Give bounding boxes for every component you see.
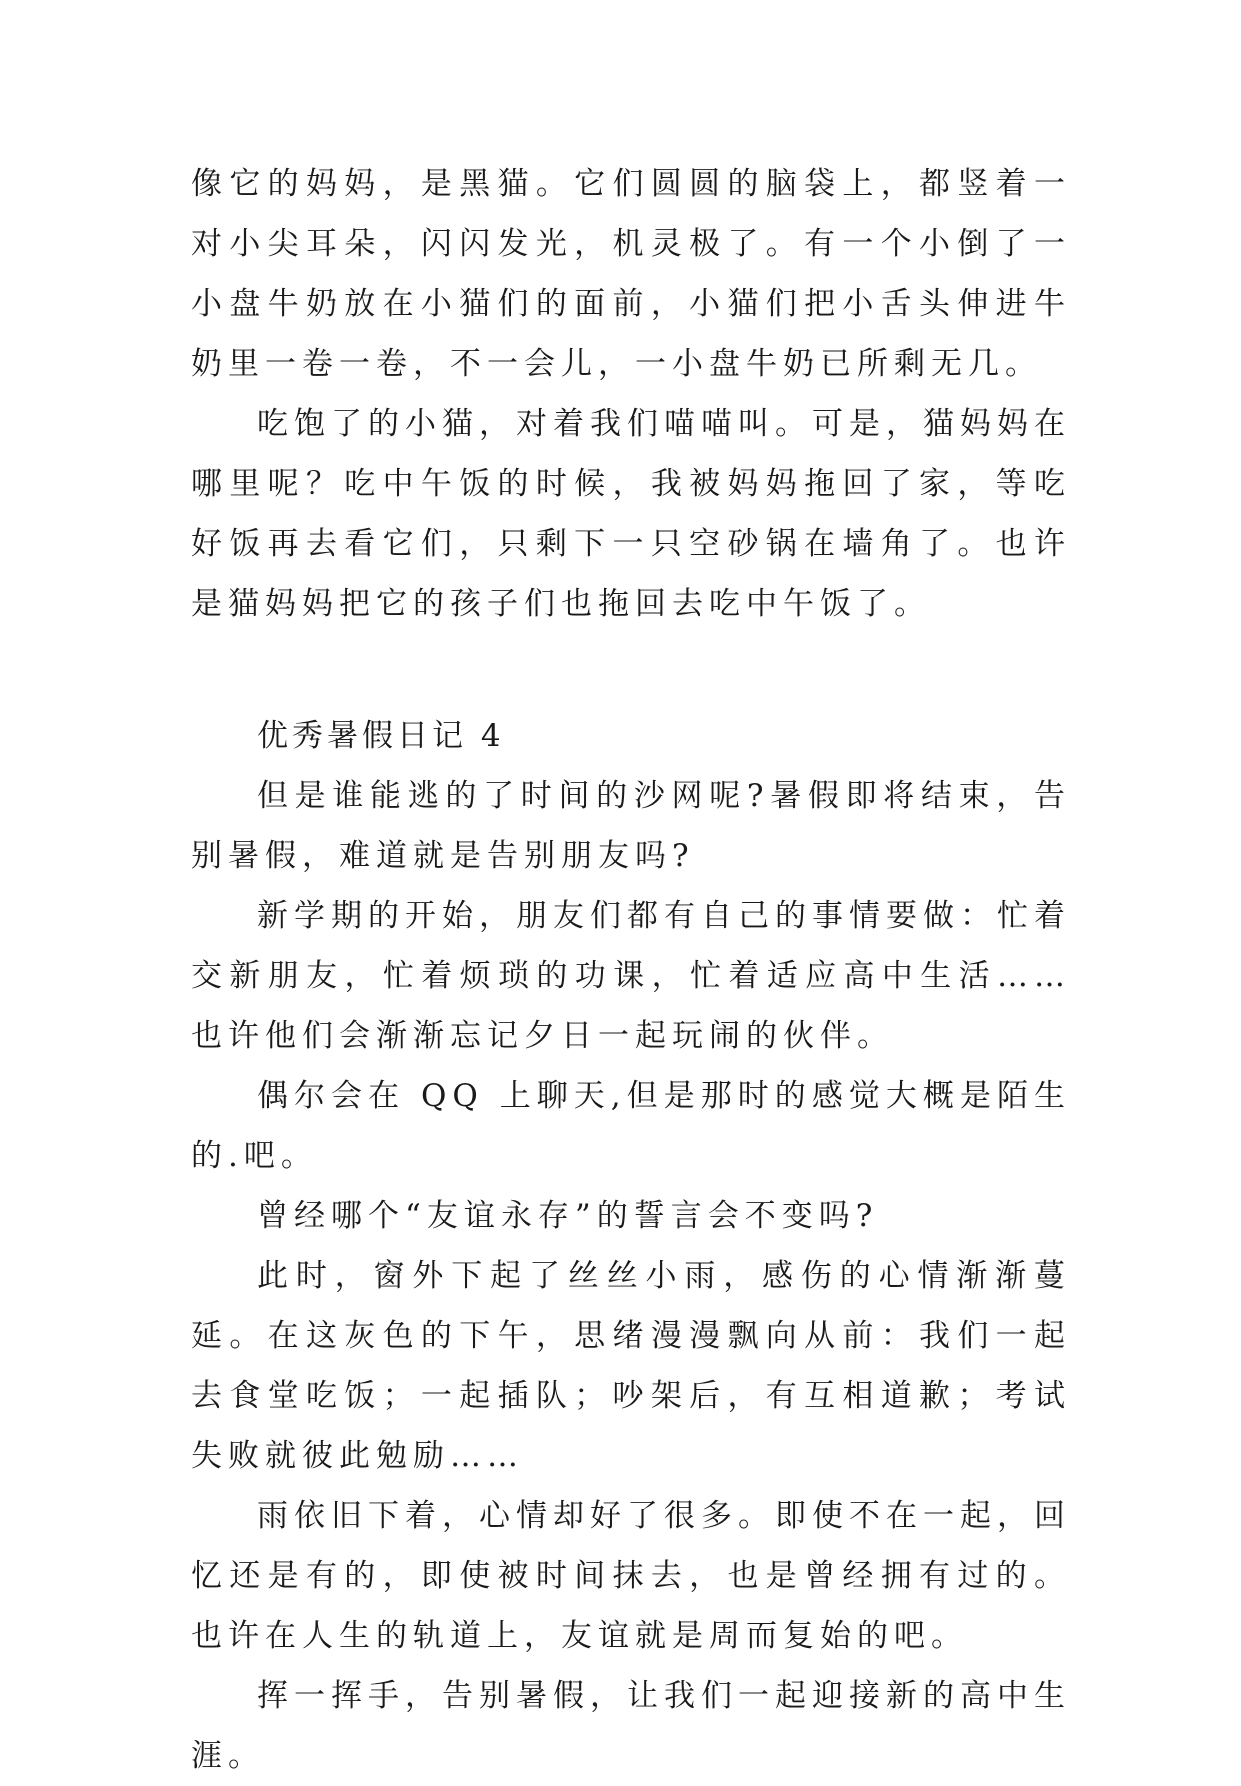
paragraph-time-net: 但是谁能逃的了时间的沙网呢?暑假即将结束，告别暑假，难道就是告别朋友吗? — [191, 778, 1071, 874]
paragraph-cat-lunch: 吃饱了的小猫，对着我们喵喵叫。可是，猫妈妈在哪里呢？吃中午饭的时候，我被妈妈拖回了家，等吃好饭再去看它们，只剩下一只空砂锅在墙角了。也许是猫妈妈把它的孩子们也拖回去吃中午饭了。 — [191, 406, 1071, 622]
paragraph-cat-description: 像它的妈妈，是黑猫。它们圆圆的脑袋上，都竖着一对小尖耳朵，闪闪发光，机灵极了。有一个小倒了一小盘牛奶放在小猫们的面前，小猫们把小舌头伸进牛奶里一卷一卷，不一会儿，一小盘牛奶已所剩无几。 — [191, 166, 1071, 382]
paragraph-qq-chat: 偶尔会在 QQ 上聊天,但是那时的感觉大概是陌生的.吧。 — [191, 1078, 1071, 1174]
paragraph-rain-memories: 此时，窗外下起了丝丝小雨，感伤的心情渐渐蔓延。在这灰色的下午，思绪漫漫飘向从前：我们一起去食堂吃饭；一起插队；吵架后，有互相道歉；考试失败就彼此勉励…… — [191, 1258, 1071, 1474]
diary-title: 优秀暑假日记 4 — [257, 718, 505, 754]
paragraph-friendship-oath: 曾经哪个“友谊永存”的誓言会不变吗? — [257, 1198, 879, 1234]
paragraph-mood-better: 雨依旧下着，心情却好了很多。即使不在一起，回忆还是有的，即使被时间抹去，也是曾经拥有过的。也许在人生的轨道上，友谊就是周而复始的吧。 — [191, 1498, 1071, 1654]
document-body — [191, 154, 1071, 1786]
paragraph-new-semester: 新学期的开始，朋友们都有自己的事情要做：忙着交新朋友，忙着烦琐的功课，忙着适应高中生活……也许他们会渐渐忘记夕日一起玩闹的伙伴。 — [191, 898, 1071, 1054]
paragraph-farewell: 挥一挥手，告别暑假，让我们一起迎接新的高中生涯。 — [191, 1678, 1071, 1774]
